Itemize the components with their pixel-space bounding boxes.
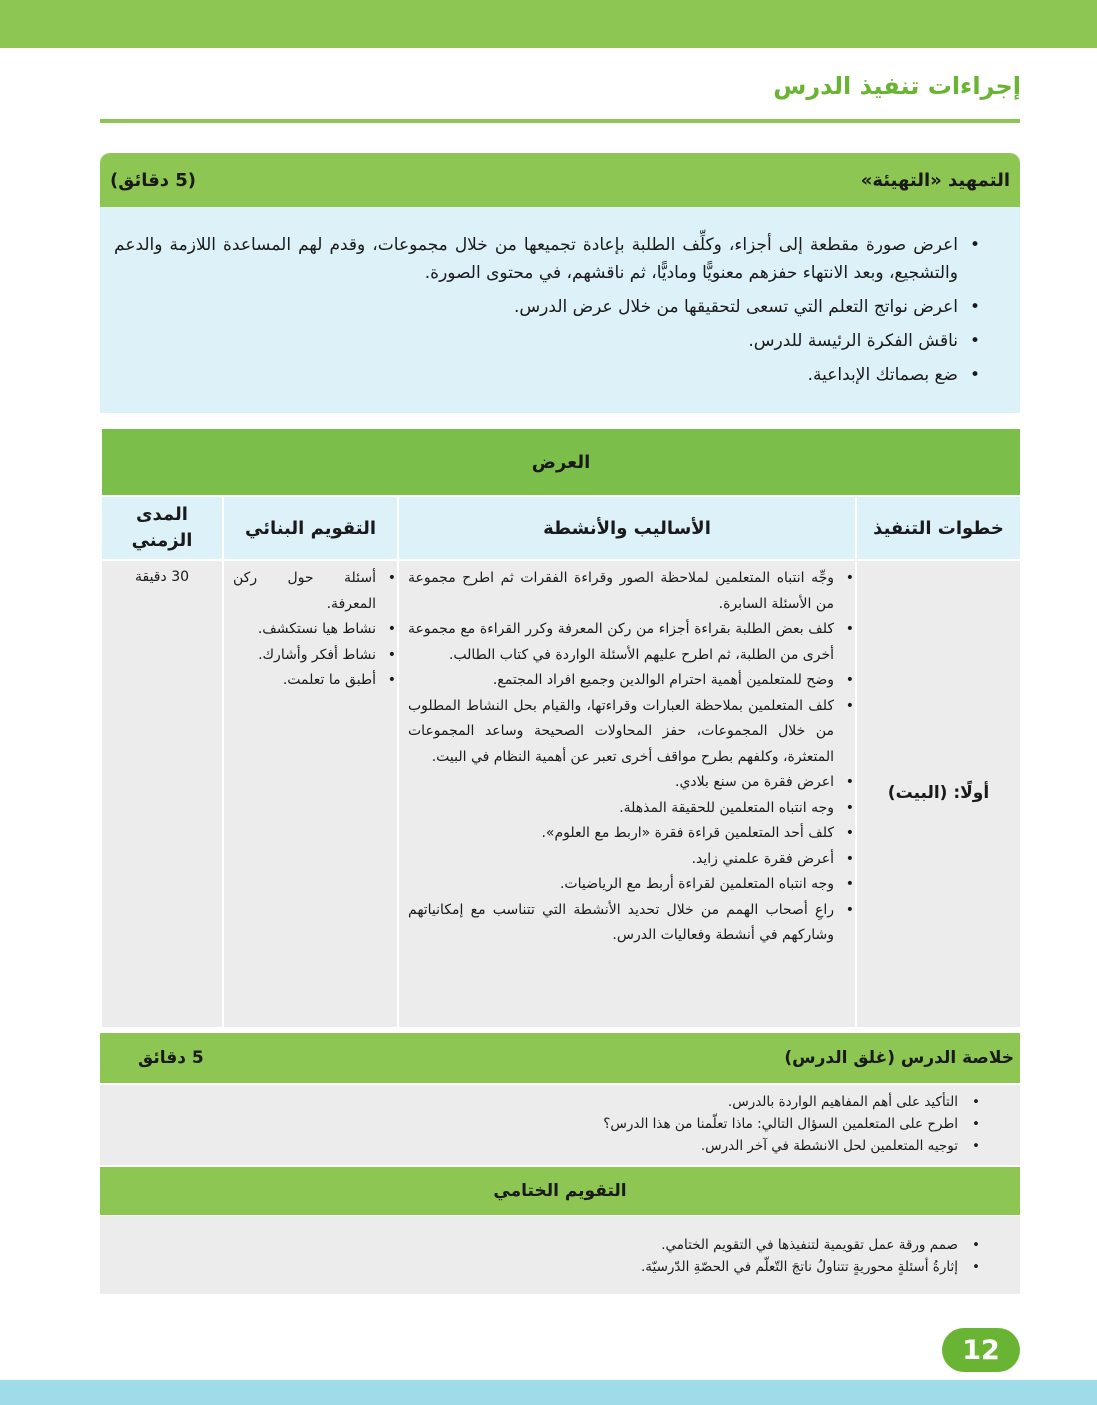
activity-item: • كلف أحد المتعلمين قراءة فقرة «اربط مع العلوم». xyxy=(408,821,834,847)
final-assessment-item: • صمم ورقة عمل تقويمية لتنفيذها في التقويم الختامي. xyxy=(114,1234,958,1256)
activity-item: • اعرض فقرة من سنع بلادي. xyxy=(408,770,834,796)
page-number: 12 xyxy=(942,1328,1020,1372)
assessment-list xyxy=(225,562,396,694)
top-band xyxy=(0,0,1097,48)
final-assessment-header xyxy=(100,1167,1020,1215)
activity-item: • وجه انتباه المتعلمين لقراءة أربط مع الرياضيات. xyxy=(408,872,834,898)
summary-header xyxy=(100,1033,1020,1083)
assessment-item: • أسئلة حول ركن المعرفة. xyxy=(233,566,376,617)
activity-item: • وضح للمتعلمين أهمية احترام الوالدين وجميع افراد المجتمع. xyxy=(408,668,834,694)
table-row xyxy=(101,560,1021,1028)
intro-body xyxy=(100,207,1020,413)
intro-duration: (5 دقائق) xyxy=(110,169,197,191)
summary-duration: 5 دقائق xyxy=(138,1048,204,1068)
assessment-item: • نشاط هيا نستكشف. xyxy=(233,617,376,643)
activity-item: • كلف المتعلمين بملاحظة العبارات وقراءتها، والقيام بحل النشاط المطلوب من خلال المجموعات، حفز المحاولات الصحيحة وساعد المجموعات المتعثرة، وكلفهم بطرح مواقف أخرى تعبر عن أهمية النظام في البيت. xyxy=(408,694,834,771)
presentation-header-row xyxy=(101,428,1021,496)
column-header-steps: خطوات التنفيذ xyxy=(856,496,1021,560)
assessment-item: • أطبق ما تعلمت. xyxy=(233,668,376,694)
activity-item: • كلف بعض الطلبة بقراءة أجزاء من ركن المعرفة وكرر القراءة مع مجموعة أخرى من الطلبة، ثم اطرح عليهم الأسئلة الواردة في كتاب الطالب. xyxy=(408,617,834,668)
bottom-band xyxy=(0,1380,1097,1405)
activity-item: • وجه انتباه المتعلمين للحقيقة المذهلة. xyxy=(408,796,834,822)
intro-header xyxy=(100,153,1020,207)
summary-list xyxy=(114,1091,980,1157)
activities-cell xyxy=(398,560,856,1028)
summary-item: • التأكيد على أهم المفاهيم الواردة بالدرس. xyxy=(114,1091,958,1113)
title-divider xyxy=(100,119,1020,123)
presentation-title: العرض xyxy=(101,428,1021,496)
final-assessment-list xyxy=(114,1234,980,1278)
intro-item: • اعرض نواتج التعلم التي تسعى لتحقيقها من خلال عرض الدرس. xyxy=(114,293,958,321)
intro-item: • ضع بصماتك الإبداعية. xyxy=(114,361,958,389)
column-header-row xyxy=(101,496,1021,560)
activity-item: • راعِ أصحاب الهمم من خلال تحديد الأنشطة التي تتناسب مع إمكانياتهم وشاركهم في أنشطة وفعاليات الدرس. xyxy=(408,898,834,949)
summary-title: خلاصة الدرس (غلق الدرس) xyxy=(784,1048,1014,1068)
final-assessment-title: التقويم الختامي xyxy=(493,1181,627,1201)
summary-item: • اطرح على المتعلمين السؤال التالي: ماذا تعلّمنا من هذا الدرس؟ xyxy=(114,1113,958,1135)
intro-item: • اعرض صورة مقطعة إلى أجزاء، وكلِّف الطلبة بإعادة تجميعها من خلال مجموعات، وقدم لهم المساعدة اللازمة والدعم والتشجيع، وبعد الانتهاء حفزهم معنويًّا وماديًّا، ثم ناقشهم، في محتوى الصورة. xyxy=(114,231,958,287)
page-title: إجراءات تنفيذ الدرس xyxy=(773,72,1021,100)
activity-item: • وجِّه انتباه المتعلمين لملاحظة الصور وقراءة الفقرات ثم اطرح مجموعة من الأسئلة السابرة. xyxy=(408,566,834,617)
step-cell: أولًا: (البيت) xyxy=(856,560,1021,1028)
summary-body xyxy=(100,1085,1020,1165)
intro-title: التمهيد «التهيئة» xyxy=(860,169,1010,191)
presentation-table xyxy=(100,427,1022,1029)
summary-item: • توجيه المتعلمين لحل الانشطة في آخر الدرس. xyxy=(114,1135,958,1157)
column-header-assessment: التقويم البنائي xyxy=(223,496,398,560)
intro-item: • ناقش الفكرة الرئيسة للدرس. xyxy=(114,327,958,355)
column-header-duration: المدى الزمني xyxy=(101,496,223,560)
assessment-item: • نشاط أفكر وأشارك. xyxy=(233,643,376,669)
activity-item: • أعرض فقرة علمني زايد. xyxy=(408,847,834,873)
final-assessment-body xyxy=(100,1216,1020,1294)
assessment-cell xyxy=(223,560,398,1028)
column-header-activities: الأساليب والأنشطة xyxy=(398,496,856,560)
duration-cell: 30 دقيقة xyxy=(101,560,223,1028)
intro-list xyxy=(114,231,980,389)
activities-list xyxy=(400,562,854,949)
final-assessment-item: • إثارةُ أسئلةٍ محوريةٍ تتناولُ ناتجَ التّعلّم في الحصّةِ الدّرسيّة. xyxy=(114,1256,958,1278)
